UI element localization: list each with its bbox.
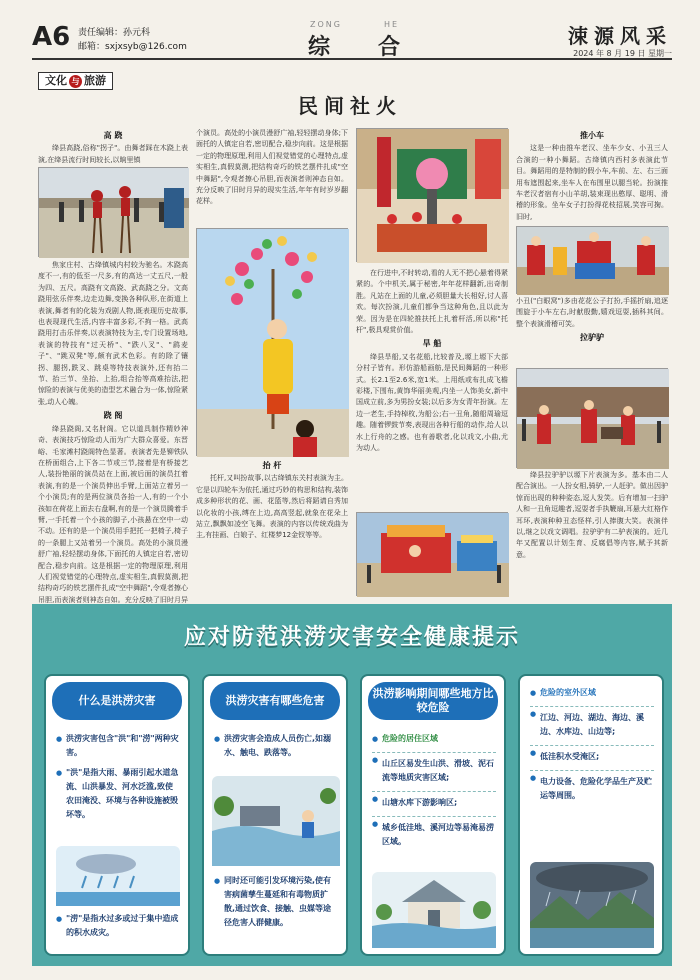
rain-illustration [56, 846, 180, 906]
card-2-body-2 [214, 874, 338, 936]
section-head-taigan: 抬 杆 [262, 461, 282, 470]
column-1-bottom [38, 260, 188, 604]
card-1-item-1: ● 洪涝灾害包含"洪"和"涝"两种灾害。 [56, 732, 180, 760]
flood-safety-banner [32, 604, 672, 966]
column-4-top [516, 128, 668, 224]
card-what-is-flood [44, 674, 190, 956]
card-2-body [214, 732, 338, 766]
masthead [32, 20, 672, 60]
text-hanchuan: 绛县旱船,又名花船,比较普及,塬上塬下大部分村子皆有。形仿游船画舫,是民间舞蹈的一种形式。长2.1至2.6米,宽1米。上用纸或布扎成飞檐彩楼,下围布,黄饰华丽美观,内坐一人饰美女,新中国成立前,多为男扮女装;以后多为女青年扮演。左边一老生,手持棹枚,为船公;右一丑角,随船周瑜逗趣。随着锣鼓节奏,表现出各种行船的动作,给人以水上行舟的之感。也有善歌者,化以戏文,小曲,尤为动人。 [356, 352, 508, 453]
text-gaoqiao-1: 绛县高跷,俗称"拐子"。由舞者踩在木跷上表演,在绛县流行时间较长,以晌里镇 [38, 144, 188, 164]
column-3-text [356, 268, 508, 512]
column-tag-left: 文化 [45, 74, 67, 87]
card-3-subhead: ● 危险的居住区域 [372, 732, 496, 746]
flood-street-illustration [212, 776, 340, 866]
card-3-item-2: ● 山塘水库下游影响区; [372, 791, 496, 810]
card-danger-outdoor [518, 674, 664, 956]
card-1-item-3: ● "涝"是指水过多或过于集中造成的积水成灾。 [56, 912, 180, 940]
newspaper-brand: 涑源风采 [568, 24, 672, 48]
card-2-head: 洪涝灾害有哪些危害 [210, 682, 340, 720]
text-tuixiaoche: 这是一种由推车老汉、坐车少女、小丑三人合演的一种小舞蹈。古绛镇内西村多表演此节目。舞蹈用的是特制的假小车,车前、左、右三面用布遮围起来,坐车人在布围里以腿当轮。扮演推车老汉者宿有小山羊胡,装束现出憨厚、聪明、滑稽的形象。坐车女子打扮得花枝招展,笑容可掬。旧时, [516, 144, 668, 221]
section-title-2: 合 [378, 34, 401, 60]
column-2-top [196, 128, 348, 228]
section-head-qiaoge: 跷 阁 [103, 411, 123, 421]
text-qiaoge: 绛县跷阁,又名肘阁。它以道具制作精妙神奇、表演技巧惊险动人而为广大群众喜爱。东晋峪、毛家滩村跷阁特色显著。表演者先是铆铁队在桥面组合,上下各二节或三节,接着是有桥接艺人,装扮艳丽的演员站在上面,被后面的演员扛着表演,有的是一个演员伸出手臂,上面站立着另一个小演员;有的是两位演员各抬一人,有的一个小孩如在荷花上面去右盘啊,有的是一个演员腾着手臂,一手托着一个小孩的脚子,小孩悬在空中一动不动。还有的是一个演员用手把托一把椅子,椅子的一条腿上又站着另一个演员。高处的小演员漫舒广袖,轻轻摆动身体,下面托的人镇定自若,密切配合,稳步向前。这是根据一定的物理原理,利用人们视觉错觉的心理特点,虚实相生,真假莫测,把结构奇巧的铁艺摆件扎成"空中舞蹈",令观者擦心吊胆,而表演者则神态自如。充分反映了旧时月异 [38, 424, 188, 604]
section-head-lalv: 拉驴驴 [580, 333, 604, 343]
text-tuixiaoche-caption: 小丑("白眼窝")多由花花公子打扮,手摇折扇,追逐围旋于小车左右,时献殷勤,嬉戏逗耍,插科其间。整个表演滑稽可笑。 [516, 297, 668, 328]
card-flood-hazards [202, 674, 348, 956]
card-3-item-1: ● 山丘区易发生山洪、滑坡、泥石流等地质灾害区域; [372, 752, 496, 785]
text-lalv: 绛县拉驴驴以塬下片表演为多。基本由二人配合演出。一人扮女相,骑驴,一人赶驴。做出因驴惊而出现的种种姿态,逗人发笑。后有增加一扫驴人和一丑角逗趣者,逗耍者手执鞭扇,耳悬大红格作耳环,表演种种丑态怪样,引人捧腹大笑。表演伴以,继之以戏文调唱。拉驴驴有二驴表演的。近几年又配置以计划生育、反腐倡等内容,赋予其新意。 [516, 471, 668, 559]
card-3-head: 洪涝影响期间哪些地方比较危险 [368, 682, 498, 720]
text-taigan: 托杆,又叫扮故事,以古绛镇东关村表演为主。它是以四轮车为依托,通过巧妙的构思和结构,装饰成多种形状的花、画、花篮等,然后将蹈请自秀加以化妆的小孩,缚在上边,高高竖起,就象在花朵上站立,飘飘如凌空飞舞。表演的内容以传统戏曲为主,有挂画、白娘子、红楼梦12金钗等等。 [196, 474, 348, 540]
card-1-item-2: ● "洪"是指大雨、暴雨引起水道急流、山洪暴发、河水泛滥,致使农田淹没、环境与各种设施被毁坏等。 [56, 766, 180, 822]
editor-info [78, 26, 187, 54]
editor-email: 邮箱：sxjxsyb@126.com [78, 42, 187, 52]
editor-name: 责任编辑：孙元科 [78, 28, 151, 38]
photo-tuixiaoche [516, 226, 668, 294]
column-4-bottom [516, 470, 668, 598]
card-4-item-1: ● 江边、河边、湖边、海边、溪边、水库边、山边等; [530, 706, 654, 739]
section-head-hanchuan: 旱 船 [422, 339, 442, 349]
flooded-house-illustration [372, 872, 496, 948]
card-4-subhead: ● 危险的室外区域 [530, 686, 654, 700]
banner-title: 应对防范洪涝灾害安全健康提示 [183, 625, 520, 650]
card-1-body-2 [56, 912, 180, 946]
section-head-gaoqiao: 高 跷 [103, 131, 123, 140]
section-title-1: 综 [308, 34, 331, 60]
section-pinyin-1: ZONG [310, 20, 342, 29]
photo-taigan-float [356, 128, 508, 262]
photo-hanchuan [356, 512, 508, 596]
section-pinyin-2: HE [384, 20, 400, 29]
column-tag-right: 旅游 [84, 74, 106, 87]
text-mid-1: 在行进中,不时转动,看的人无不把心悬着得紧紧的。个中机关,属于秘密,年年花样翻新,出奇制胜。凡站在上面的儿童,必须胆量大长相好,讨人喜欢。每次扮演,儿童们都争当这种角色,且以此为荣。因为是在四轮推扶托上扎着杆活,所以称"托杆",极具观赏价值。 [356, 269, 508, 335]
card-4-body [530, 686, 654, 809]
column-1-top [38, 128, 188, 168]
text-qiaoge-cont: 个演员。高处的小演员漫舒广袖,轻轻摆动身体;下面托的人镇定自若,密切配合,稳步向前。这是根据一定的物理原理,利用人们视觉错觉的心理特点,虚实相生,真假莫测,把结构奇巧的铁艺摆件扎成"空中舞蹈",令观者擦心吊胆,而表演者则神态自如。充分反映了旧时月异的现实生活,年年有时岁岁翻花样。 [196, 129, 348, 206]
card-2-item-1: ● 洪涝灾害会造成人员伤亡,如溺水、触电、跌落等。 [214, 732, 338, 760]
column-4-mid [516, 296, 668, 366]
card-4-item-3: ● 电力设备、危险化学品生产及贮运等周围。 [530, 770, 654, 803]
photo-lalv [516, 368, 668, 468]
article-title: 民间社火 [298, 94, 402, 118]
page-number: A6 [32, 22, 71, 52]
column-tag [38, 72, 113, 90]
photo-gaoqiao [38, 167, 188, 257]
section-head-tuixiaoche: 推小车 [580, 131, 604, 140]
photo-taigan [196, 228, 348, 456]
column-tag-mid: 与 [69, 75, 82, 88]
text-gaoqiao-2: 焦家庄村、古绛镇城内村较为驰名。木跷高度不一,有的低至一尺多,有的高达一丈五尺,一般为四、五尺。高跷有文高跷、武高跷之分。文高跷用弦乐伴奏,边走边舞,变换各种队形,在街道上表演,舞者有的化装为戏剧人物,既表现历史故事,也表现现代生活,内容丰富多彩,不拘一格。武高跷用打击乐伴奏,以表演特技为主,专门设置场地,表演的特技有"过天桥"、"跌八叉"、"鹞麦子"、"跳双凳"等,颇有武术色彩。有的除了镶拐、腿拐,跌叉、跳桌等特技表演外,还有抬二节、抬三节、坐抬、上抬,组合抬等高难抬法,把惊险的表演与优美的造型艺术融合为一体,惊险紧张,动人心魄。 [38, 261, 188, 406]
card-1-head: 什么是洪涝灾害 [52, 682, 182, 720]
issue-date: 2024 年 8 月 19 日 星期一 [573, 49, 672, 58]
storm-landscape-illustration [530, 862, 654, 948]
card-danger-places [360, 674, 506, 956]
card-3-item-3: ● 城乡低洼地、溪河边等易淹易涝区域。 [372, 816, 496, 849]
card-2-item-2: ● 同时还可能引发环境污染,使有害病菌孳生蔓延和有毒物质扩散,通过饮食、接触、虫媒等途径危害人群健康。 [214, 874, 338, 930]
card-4-item-2: ● 低洼积水受淹区; [530, 745, 654, 764]
card-1-body [56, 732, 180, 828]
column-2-bottom [196, 458, 348, 598]
card-3-body [372, 732, 496, 855]
